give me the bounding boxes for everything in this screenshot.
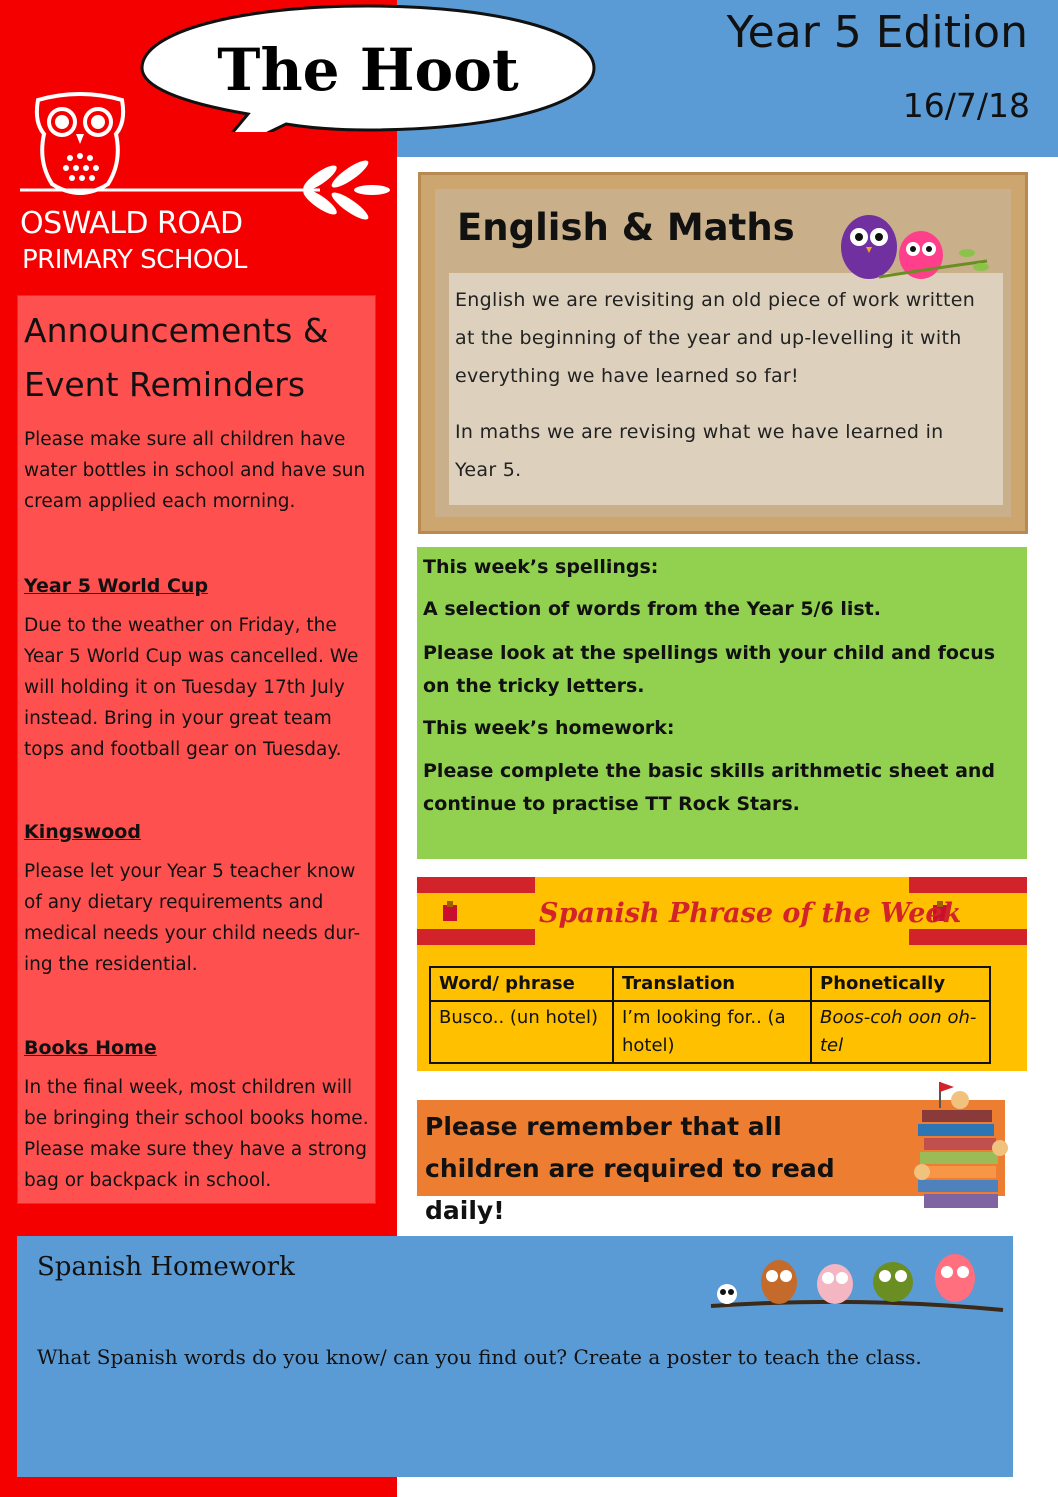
english-maths-board [418,172,1028,534]
book-stack-icon [910,1078,1020,1216]
owl-pair-icon [839,203,989,283]
reading-reminder-text: Please remember that all children are required to read daily! [425,1112,835,1225]
spellings-heading: This week’s spellings: [423,556,659,578]
masthead-title: The Hoot [217,36,519,104]
edition-title: Year 5 Edition [726,7,1028,58]
spanish-homework-panel [17,1236,1013,1477]
homework-heading: This week’s homework: [423,717,675,739]
section-text-world-cup: Due to the weather on Friday, the Year 5 World Cup was cancelled. We will holding it on Tuesday 17th July instead. Bring in your great team tops and football gear on Tuesday. [24,615,359,760]
section-heading-kingswood: Kingswood [24,821,141,843]
section-text-kingswood: Please let your Year 5 teacher know of any dietary requirements and medical needs your child needs dur-ing the residential. [24,861,361,975]
table-cell: Boos-coh oon oh-tel [811,1001,990,1063]
maths-paragraph: In maths we are revising what we have learned in Year 5. [455,421,944,481]
school-name-line2: PRIMARY SCHOOL [22,245,247,275]
announcement-intro: Please make sure all children have water bottles in school and have sun cream applied each morning. [24,429,366,512]
table-cell: I’m looking for.. (a hotel) [613,1001,811,1063]
table-header-cell: Translation [613,967,811,1001]
owl-branch-icon [707,1248,1007,1318]
announcements-panel [17,295,376,1204]
weekly-tasks-panel [417,547,1027,859]
homework-line: Please complete the basic skills arithmetic sheet and continue to practise TT Rock Stars. [423,760,996,815]
phrase-table [429,966,991,1064]
announcements-title: Announcements & Event Reminders [24,311,329,404]
table-header-cell: Word/ phrase [430,967,613,1001]
section-text-books-home: In the final week, most children will be bringing their school books home. Please make sure they have a strong bag or backpack in school. [24,1077,369,1191]
spanish-phrase-panel [417,877,1027,1071]
section-heading-world-cup: Year 5 World Cup [24,575,209,597]
table-cell: Busco.. (un hotel) [430,1001,613,1063]
english-paragraph: English we are revisiting an old piece of work written at the beginning of the year and up-levelling it with everything we have learned so far! [455,289,976,387]
table-row [430,1001,990,1063]
spanish-homework-title: Spanish Homework [37,1252,295,1282]
table-header-row [430,967,990,1001]
edition-date: 16/7/18 [902,86,1030,125]
spain-flag-icon [417,877,535,945]
english-maths-title: English & Maths [457,206,795,249]
spanish-phrase-title: Spanish Phrase of the Week [539,898,962,929]
spellings-line1: A selection of words from the Year 5/6 list. [423,598,881,620]
table-header-cell: Phonetically [811,967,990,1001]
school-name-line1: OSWALD ROAD [20,206,243,241]
section-heading-books-home: Books Home [24,1037,157,1059]
spanish-homework-text: What Spanish words do you know/ can you find out? Create a poster to teach the class. [37,1345,922,1369]
spellings-line2: Please look at the spellings with your child and focus on the tricky letters. [423,642,996,697]
